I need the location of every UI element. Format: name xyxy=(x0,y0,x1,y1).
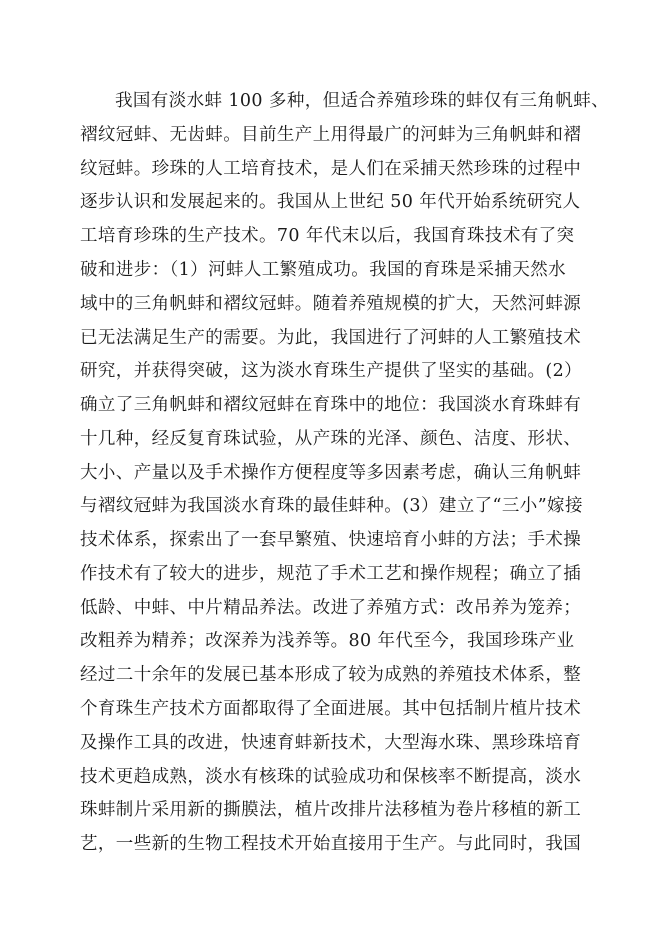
text-line-21: 技术更趋成熟，淡水有核珠的试验成功和保核率不断提高，淡水 xyxy=(80,767,582,787)
text-line-16: 低龄、中蚌、中片精品养法。改进了养殖方式：改吊养为笼养； xyxy=(80,598,582,618)
text-line-2: 褶纹冠蚌、无齿蚌。目前生产上用得最广的河蚌为三角帆蚌和褶 xyxy=(80,125,582,145)
text-line-15: 作技术有了较大的进步，规范了手术工艺和操作规程；确立了插 xyxy=(80,564,582,584)
text-line-10: 确立了三角帆蚌和褶纹冠蚌在育珠中的地位：我国淡水育珠蚌有 xyxy=(80,395,582,415)
text-line-8: 已无法满足生产的需要。为此，我国进行了河蚌的人工繁殖技术 xyxy=(80,328,582,348)
text-line-9: 研究，并获得突破，这为淡水育珠生产提供了坚实的基础。(2） xyxy=(80,361,583,381)
text-line-13: 与褶纹冠蚌为我国淡水育珠的最佳蚌种。(3）建立了“三小”嫁接 xyxy=(80,496,583,516)
text-line-17: 改粗养为精养；改深养为浅养等。80 年代至今，我国珍珠产业 xyxy=(80,631,575,651)
text-line-22: 珠蚌制片采用新的撕膜法，植片改排片法移植为卷片移植的新工 xyxy=(80,800,582,820)
text-line-1: 我国有淡水蚌 100 多种，但适合养殖珍珠的蚌仅有三角帆蚌、 xyxy=(115,91,610,111)
text-line-11: 十几种，经反复育珠试验，从产珠的光泽、颜色、洁度、形状、 xyxy=(80,429,582,449)
text-line-14: 技术体系，探索出了一套早繁殖、快速培育小蚌的方法；手术操 xyxy=(80,530,582,550)
text-line-12: 大小、产量以及手术操作方便程度等多因素考虑，确认三角帆蚌 xyxy=(80,463,582,483)
text-line-6: 破和进步：（1）河蚌人工繁殖成功。我国的育珠是采捕天然水 xyxy=(80,260,567,280)
text-line-18: 经过二十余年的发展已基本形成了较为成熟的养殖技术体系，整 xyxy=(80,665,582,685)
text-line-23: 艺，一些新的生物工程技术开始直接用于生产。与此同时，我国 xyxy=(80,834,582,854)
text-line-3: 纹冠蚌。珍珠的人工培育技术，是人们在采捕天然珍珠的过程中 xyxy=(80,159,582,179)
text-line-20: 及操作工具的改进，快速育蚌新技术，大型海水珠、黑珍珠培育 xyxy=(80,733,582,753)
text-line-4: 逐步认识和发展起来的。我国从上世纪 50 年代开始系统研究人 xyxy=(80,192,581,212)
text-line-7: 域中的三角帆蚌和褶纹冠蚌。随着养殖规模的扩大，天然河蚌源 xyxy=(80,294,582,314)
text-line-5: 工培育珍珠的生产技术。70 年代末以后，我国育珠技术有了突 xyxy=(80,226,575,246)
text-line-19: 个育珠生产技术方面都取得了全面进展。其中包括制片植片技术 xyxy=(80,699,582,719)
